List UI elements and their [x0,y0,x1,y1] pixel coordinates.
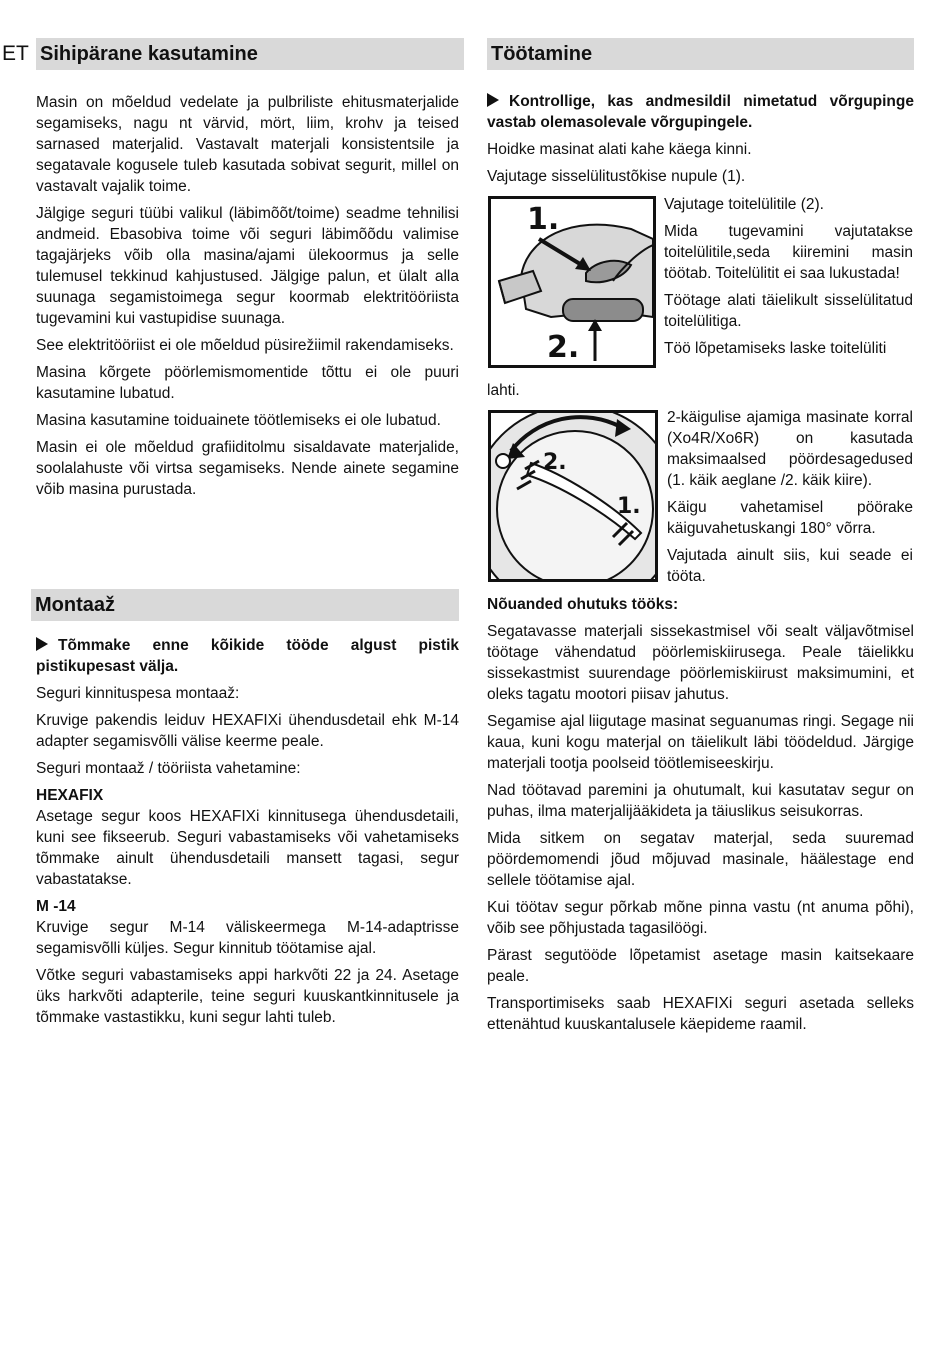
gear-selector-drawing [491,413,655,579]
paragraph: Hoidke masinat alati kahe käega kinni. [487,141,752,158]
switch-drawing [491,199,653,365]
fig1-label-1: 1. [527,202,560,237]
paragraph: Segatavasse materjali sissekastmisel või sealt väljavõtmisel töötage vähendatud pöörlemiskiirusega. Peale täielikku sissekastmist suurendage pöörlemiskiirust maksimumini, et oleks tagatu mootori piisav jahutus. [487,623,914,703]
paragraph: Kruvige segur M-14 väliskeermega M-14-adaptrisse segamisvõlli küljes. Segur kinnitub töötamise ajal. [36,919,459,957]
safety-title: Nõuanded ohutuks tööks: [487,596,679,613]
section-heading-intended-use: Sihipärane kasutamine [36,38,464,70]
fig2-label-2: 2. [543,450,567,475]
fig1-label-2: 2. [547,330,580,365]
paragraph: Vajutage toitelülitile (2). [664,196,824,213]
paragraph: Vajutada ainult siis, kui seade ei tööta. [667,547,913,585]
paragraph: Nad töötavad paremini ja ohutumalt, kui kasutatav segur on puhas, ilma materjalijääkideta ja täiuslikus seisukorras. [487,782,914,820]
fig2-label-1: 1. [617,494,641,519]
paragraph: Käigu vahetamisel pöörake käiguvahetuskangi 180° võrra. [667,499,913,537]
warning-text: Kontrollige, kas andmesildil nimetatud võrgupinge vastab olemasolevale võrgupingele. [487,93,914,131]
m14-title: M -14 [36,898,76,915]
triangle-bullet-icon [487,93,499,107]
paragraph: Seguri kinnituspesa montaaž: [36,685,240,702]
warning-text: Tõmmake enne kõikide tööde algust pistik pistikupesast välja. [36,637,459,675]
paragraph: Transportimiseks saab HEXAFIXi seguri asetada selleks ettenähtud kuuskantalusele käepideme raamil. [487,995,914,1033]
paragraph: Seguri montaaž / tööriista vahetamine: [36,760,301,777]
paragraph: Jälgige seguri tüübi valikul (läbimõõt/toime) seadme tehnilisi andmeid. Ebasobiva toime või seguri läbimõõdu valimise tagajärjeks võib olla masina/ajami ülekoormus ja selle tulemusel tekkinud kahjustused. Jälgige palun, et ülalt alla suunaga segamistoimega segur koormab elektritööriista tugevamini kui vastupidise suunaga. [36,205,459,327]
section-heading-assembly: Montaaž [31,589,459,621]
paragraph: Vajutage sisselülitustõkise nupule (1). [487,168,746,185]
operation-intro [487,91,914,193]
language-code: ET [2,42,29,65]
paragraph: Segamise ajal liigutage masinat seguanumas ringi. Segage nii kaua, kuni kogu materjal on täielikult läbi töödeldud. Järgige materjali tootja poolseid töötlemiseeskirju. [487,713,914,772]
paragraph: Asetage segur koos HEXAFIXi kinnitusega ühendusdetaili, kuni see fikseerub. Seguri vabastamiseks või vahetamiseks tõmmake ainult ühendusdetaili mansett tagasi, segur vabastatakse. [36,808,459,888]
paragraph: Mida tugevamini vajutatakse toitelülitile,seda kiiremini masin töötab. Toitelülitit ei saa lukustada! [664,223,913,282]
paragraph: Pärast segutööde lõpetamist asetage masin kaitsekaare peale. [487,947,914,985]
warning-bullet [487,91,914,133]
switch-instructions-end: lahti. [487,382,520,399]
paragraph: Masin ei ole mõeldud grafiiditolmu sisaldavate materjalide, soolalahuste või virtsa segamiseks. Nende ainete segamine võib masina purustada. [36,439,459,498]
safety-tips [487,594,914,1041]
gear-selector-illustration [488,410,658,582]
hexafix-title: HEXAFIX [36,787,104,804]
intended-use-body [36,92,459,506]
section-heading-operation: Töötamine [487,38,914,70]
paragraph: 2-käigulise ajamiga masinate korral (Xo4R/Xo6R) on kasutada maksimaalsed pöördesagedused (1. käik aeglane /2. käik kiire). [667,409,913,489]
triangle-bullet-icon [36,637,48,651]
paragraph: See elektritööriist ei ole mõeldud püsirežiimil rakendamiseks. [36,337,454,354]
paragraph: Töö lõpetamiseks laske toitelüliti [664,340,887,357]
paragraph: Mida sitkem on segatav materjal, seda suuremad pöördemomendi jõud mõjuvad masinale, häälestage end sellele töötamise ajal. [487,830,914,889]
assembly-body [36,635,459,1034]
paragraph: Masin on mõeldud vedelate ja pulbriliste ehitusmaterjalide segamiseks, nagu nt värvid, mört, liim, krohv ja teised sarnased materjalid. Vastavalt materjali konsistentsile ja segatavale kogusele tuleb kasutada sobivat segurit, millel on vastavalt vajalik toime. [36,94,459,195]
switch-illustration [488,196,656,368]
switch-instructions [664,194,913,365]
paragraph: Kruvige pakendis leiduv HEXAFIXi ühendusdetail ehk M-14 adapter segamisvõlli välise keerme peale. [36,712,459,750]
paragraph: Masina kõrgete pöörlemismomentide tõttu ei ole puuri kasutamine lubatud. [36,364,459,402]
paragraph: Võtke seguri vabastamiseks appi harkvõti 22 ja 24. Asetage üks harkvõti adapterile, teine seguri kuuskantkinnitusele ja tõmmake vastastikku, kuni segur lahti tuleb. [36,967,459,1026]
gear-instructions [667,407,913,593]
warning-bullet [36,635,459,677]
paragraph: Masina kasutamine toiduainete töötlemiseks ei ole lubatud. [36,412,441,429]
paragraph: Töötage alati täielikult sisselülitatud toitelülitiga. [664,292,913,330]
paragraph: Kui töötav segur põrkab mõne pinna vastu (nt anuma põhi), võib see põhjustada tagasilöögi. [487,899,914,937]
